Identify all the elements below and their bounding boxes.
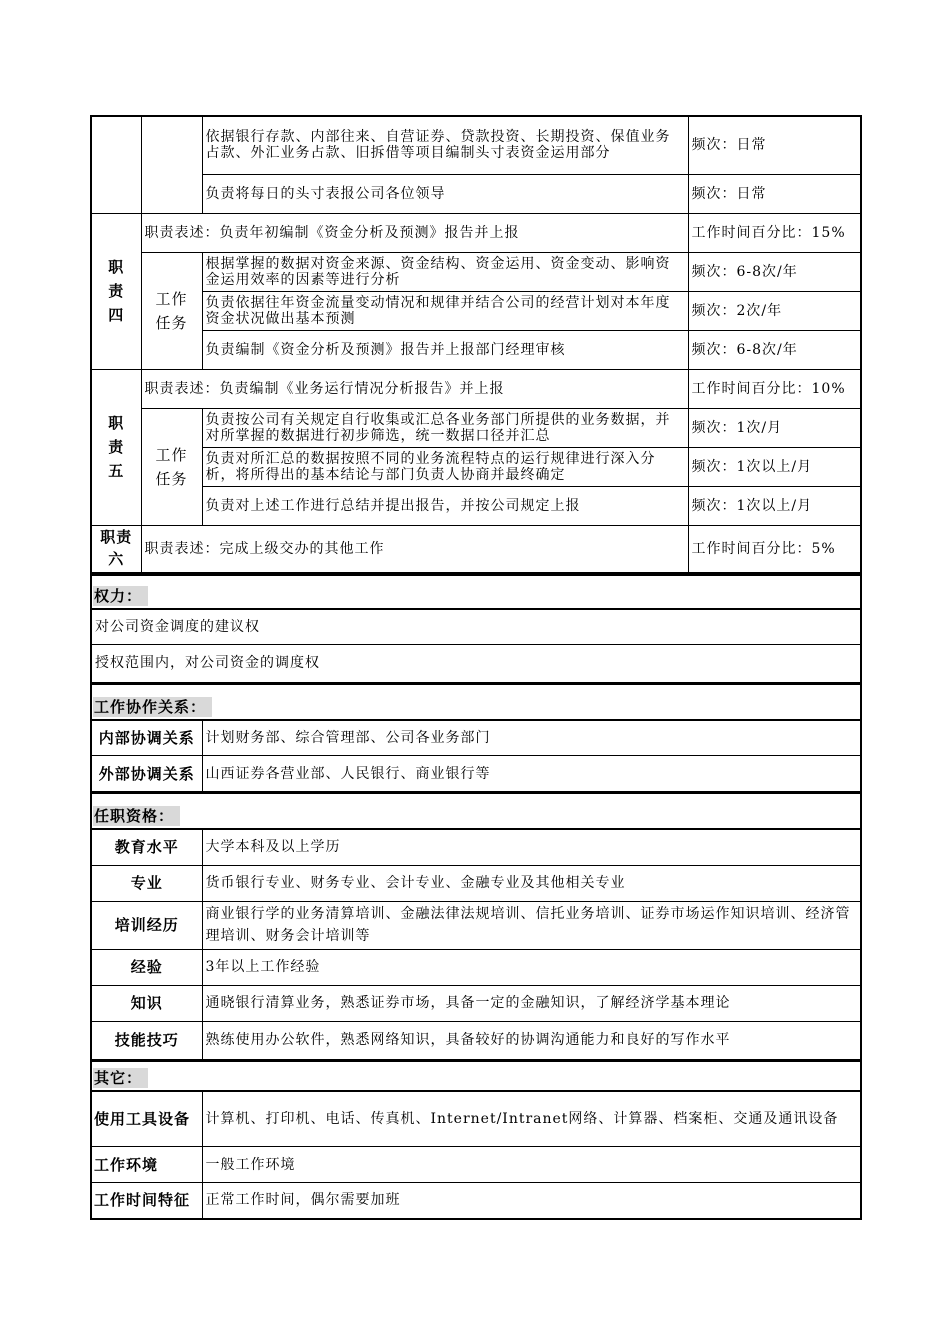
duty-label-cell [91,116,141,213]
cooperation-heading-cell [91,684,861,720]
row-key: 工作环境 [91,1147,202,1183]
row-key: 培训经历 [91,901,202,949]
duty-summary: 职责表述：负责编制《业务运行情况分析报告》并上报 [141,369,688,408]
row-key: 知识 [91,985,202,1021]
cooperation-table [90,683,862,793]
other-row [91,1091,861,1147]
duty-label-text: 职责六 [100,528,133,569]
duty-summary: 职责表述：完成上级交办的其他工作 [141,525,688,573]
duty-summary-row [91,369,861,408]
section-heading: 其它： [93,1068,148,1088]
task-frequency: 频次：日常 [688,174,861,213]
row-key: 工作时间特征 [91,1183,202,1219]
section-header-row [91,575,861,609]
duties-table [90,115,862,574]
authority-row [91,644,861,682]
task-label [141,252,202,369]
qualifications-table [90,792,862,1060]
cooperation-row [91,756,861,792]
duty-percent: 工作时间百分比：5% [688,525,861,573]
section-heading: 任职资格： [93,806,180,826]
row-key: 内部协调关系 [91,720,202,756]
duty-label [91,213,141,369]
authority-item: 授权范围内，对公司资金的调度权 [91,644,861,682]
authority-heading-cell [91,575,861,609]
duty-label [91,525,141,573]
duty-task-row [91,330,861,369]
duty-task-row [91,447,861,486]
qualification-row [91,985,861,1021]
section-header-row [91,1061,861,1091]
cooperation-row [91,720,861,756]
authority-row [91,609,861,644]
section-heading: 权力： [93,586,148,606]
task-text: 负责按公司有关规定自行收集或汇总各业务部门所提供的业务数据，并对所掌握的数据进行初步筛选，统一数据口径并汇总 [202,408,688,447]
duty-task-row [91,291,861,330]
duty-label-text: 职责五 [108,414,125,480]
qualification-row [91,949,861,985]
task-frequency: 频次：1次以上/月 [688,447,861,486]
task-text: 负责依据往年资金流量变动情况和规律并结合公司的经营计划对本年度资金状况做出基本预测 [202,291,688,330]
other-row [91,1183,861,1219]
duty-percent: 工作时间百分比：15% [688,213,861,252]
row-value: 货币银行专业、财务专业、会计专业、金融专业及其他相关专业 [202,865,861,901]
task-frequency: 频次：日常 [688,116,861,174]
task-frequency: 频次：1次/月 [688,408,861,447]
task-text: 根据掌握的数据对资金来源、资金结构、资金运用、资金变动、影响资金运用效率的因素等进行分析 [202,252,688,291]
task-text: 负责将每日的头寸表报公司各位领导 [202,174,688,213]
duty-task-row [91,408,861,447]
row-key: 教育水平 [91,829,202,865]
other-table [90,1060,862,1220]
row-value: 山西证券各营业部、人民银行、商业银行等 [202,756,861,792]
qualification-row [91,865,861,901]
authority-item: 对公司资金调度的建议权 [91,609,861,644]
row-value: 通晓银行清算业务，熟悉证券市场，具备一定的金融知识，了解经济学基本理论 [202,985,861,1021]
task-frequency: 频次：2次/年 [688,291,861,330]
row-value: 熟练使用办公软件，熟悉网络知识，具备较好的协调沟通能力和良好的写作水平 [202,1021,861,1059]
other-row [91,1147,861,1183]
task-text: 负责对上述工作进行总结并提出报告，并按公司规定上报 [202,486,688,525]
task-label-text: 工作任务 [155,289,188,332]
row-value: 商业银行学的业务清算培训、金融法律法规培训、信托业务培训、证券市场运作知识培训、经济管理培训、财务会计培训等 [202,901,861,949]
duty-summary-row [91,213,861,252]
row-value: 计算机、打印机、电话、传真机、Internet/Intranet网络、计算器、档案柜、交通及通讯设备 [202,1091,861,1147]
job-description-page [90,115,860,1220]
row-value: 计划财务部、综合管理部、公司各业务部门 [202,720,861,756]
row-key: 技能技巧 [91,1021,202,1059]
row-key: 经验 [91,949,202,985]
duty-summary-row [91,525,861,573]
task-text: 依据银行存款、内部往来、自营证券、贷款投资、长期投资、保值业务占款、外汇业务占款、旧拆借等项目编制头寸表资金运用部分 [202,116,688,174]
duty-task-row [91,252,861,291]
row-value: 正常工作时间，偶尔需要加班 [202,1183,861,1219]
task-label-cell [141,116,202,213]
duty-label-text: 职责四 [108,258,125,324]
duty-task-row [91,486,861,525]
duty-label [91,369,141,525]
qualifications-heading-cell [91,793,861,829]
duty-percent: 工作时间百分比：10% [688,369,861,408]
section-header-row [91,793,861,829]
section-heading: 工作协作关系： [93,697,212,717]
row-key: 外部协调关系 [91,756,202,792]
row-value: 一般工作环境 [202,1147,861,1183]
qualification-row [91,1021,861,1059]
task-frequency: 频次：1次以上/月 [688,486,861,525]
task-label [141,408,202,525]
qualification-row [91,829,861,865]
task-text: 负责编制《资金分析及预测》报告并上报部门经理审核 [202,330,688,369]
task-frequency: 频次：6-8次/年 [688,252,861,291]
duty-task-row [91,174,861,213]
row-key: 使用工具设备 [91,1091,202,1147]
qualification-row [91,901,861,949]
authority-table [90,574,862,683]
duty-task-row [91,116,861,174]
row-value: 大学本科及以上学历 [202,829,861,865]
task-text: 负责对所汇总的数据按照不同的业务流程特点的运行规律进行深入分析，将所得出的基本结论与部门负责人协商并最终确定 [202,447,688,486]
task-frequency: 频次：6-8次/年 [688,330,861,369]
section-header-row [91,684,861,720]
task-label-text: 工作任务 [155,445,188,488]
duty-summary: 职责表述：负责年初编制《资金分析及预测》报告并上报 [141,213,688,252]
row-key: 专业 [91,865,202,901]
other-heading-cell [91,1061,861,1091]
row-value: 3年以上工作经验 [202,949,861,985]
